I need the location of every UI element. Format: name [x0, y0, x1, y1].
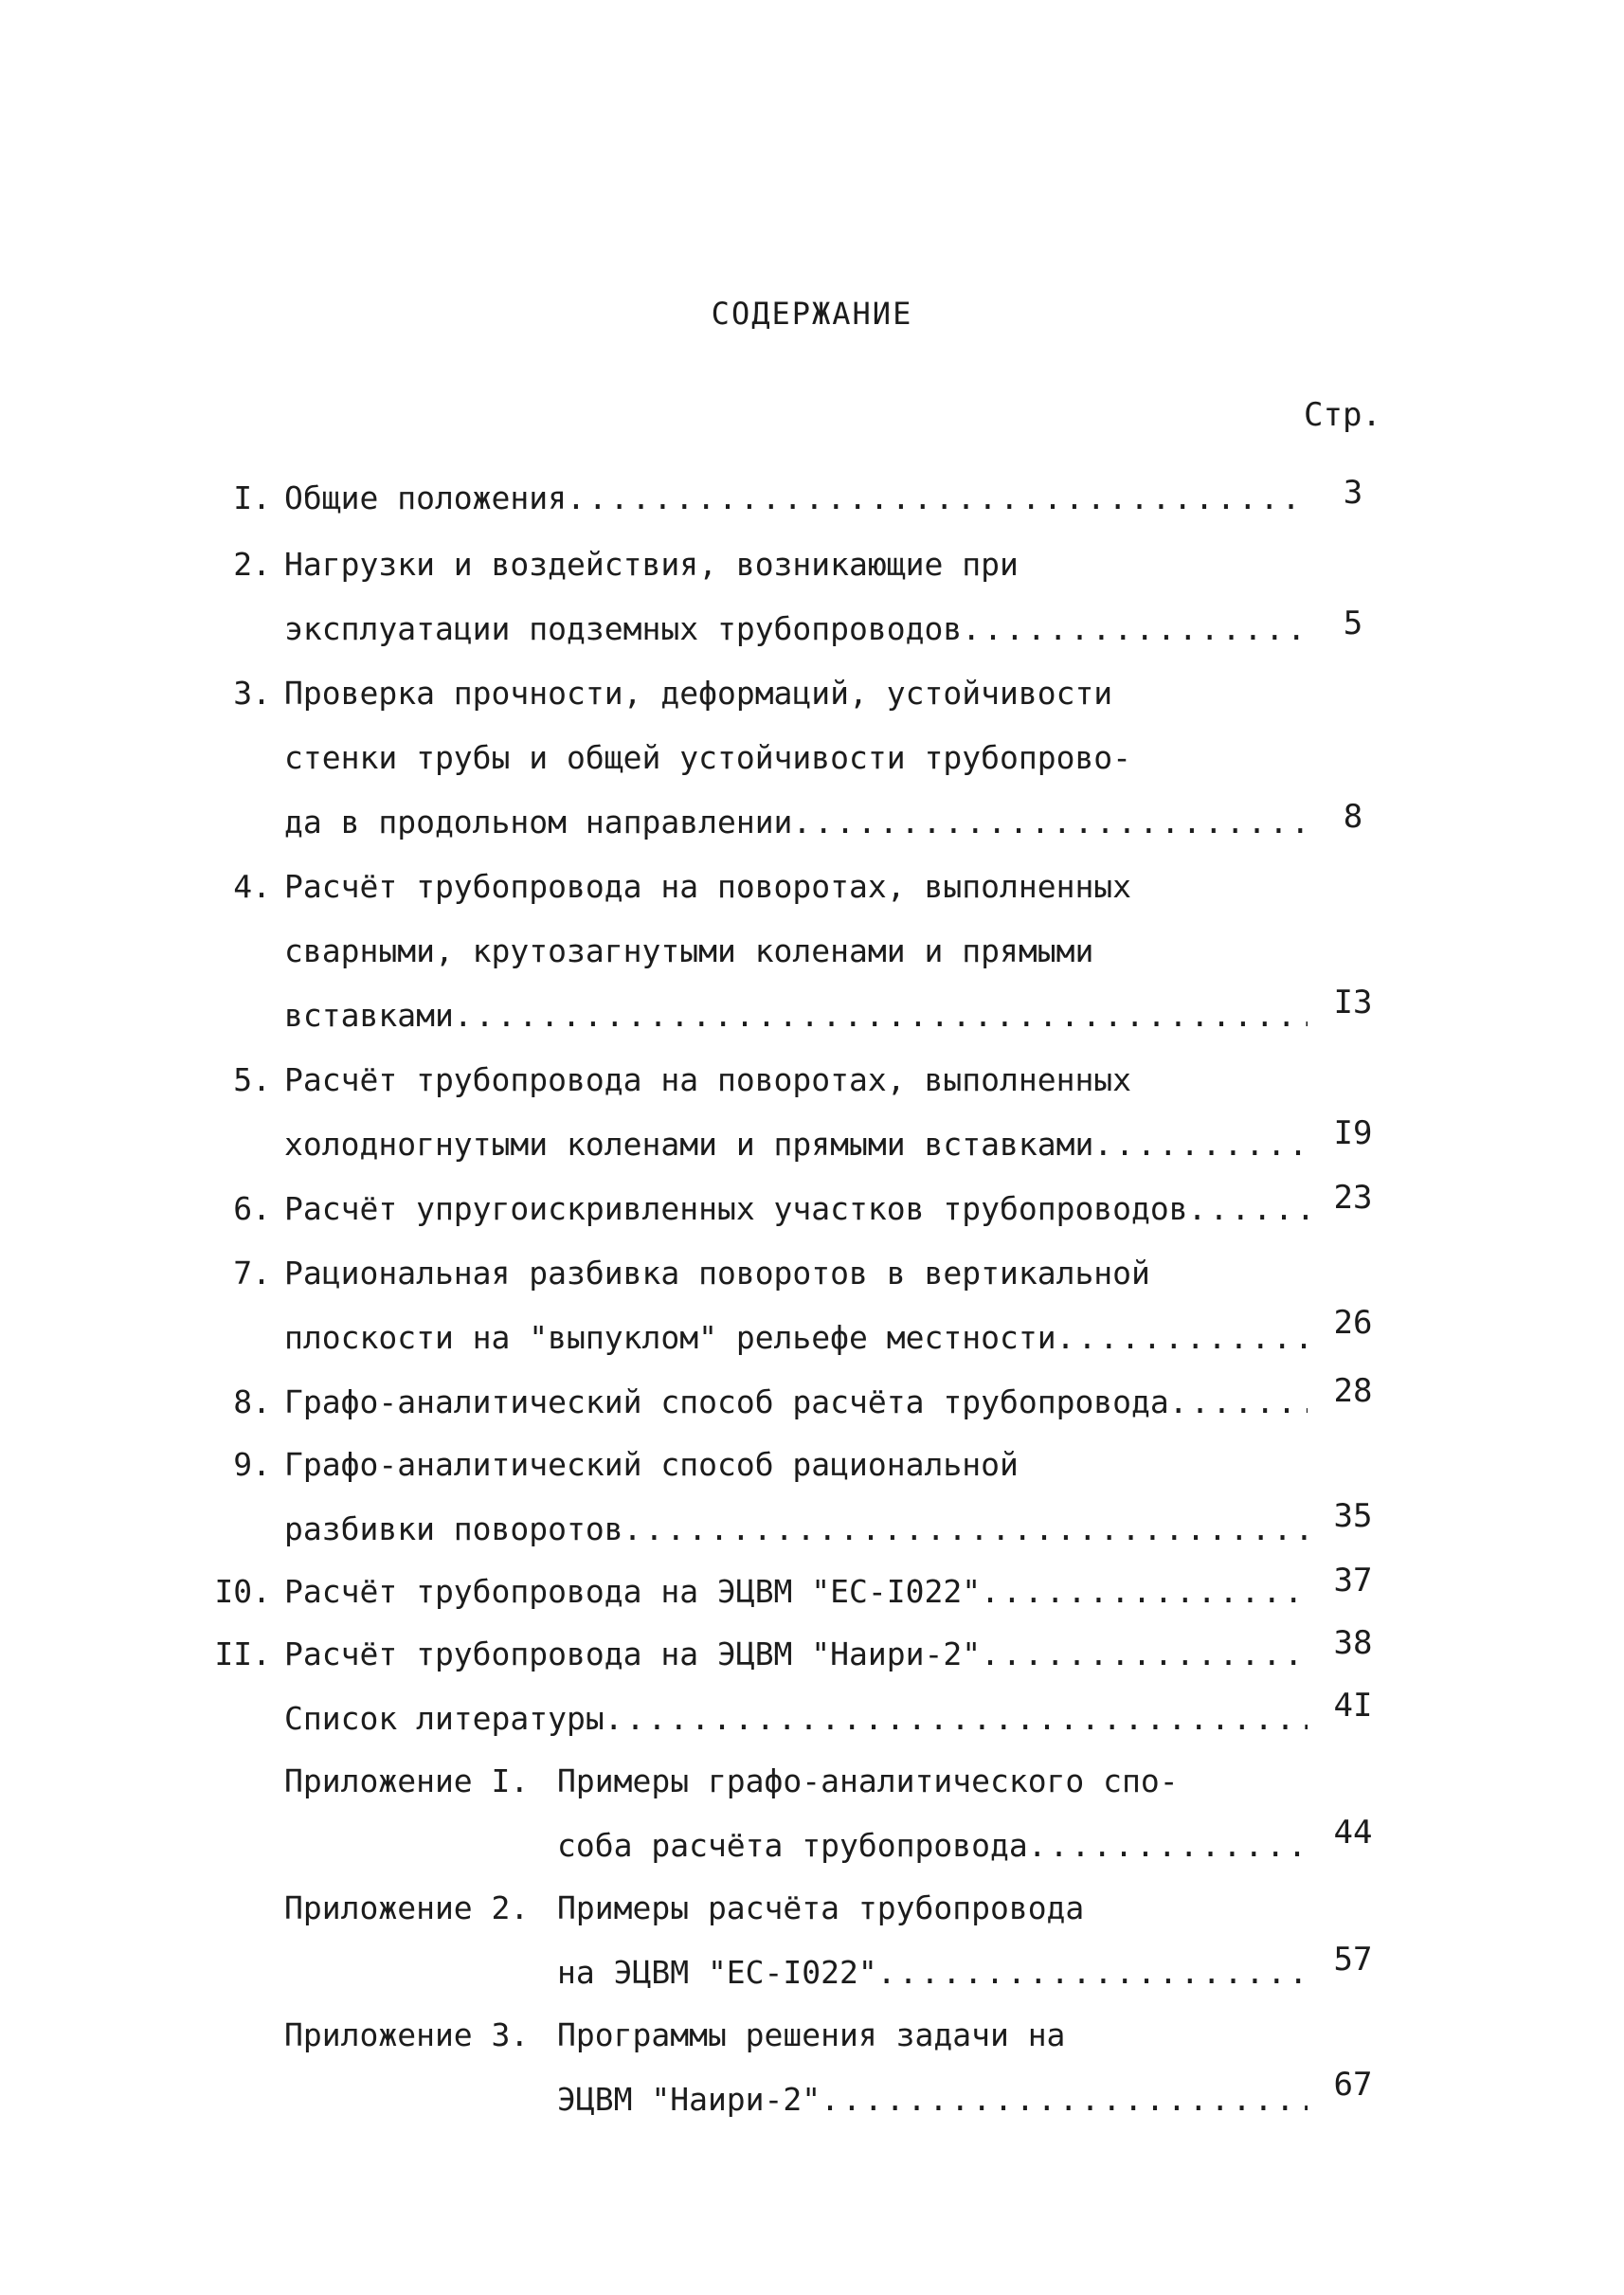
leader-dots — [623, 1503, 1308, 1556]
toc-entry-number: 9. — [233, 1446, 271, 1483]
toc-entry-title-cont: эксплуатации подземных трубопроводов — [284, 610, 963, 647]
toc-entry-title: Общие положения — [284, 479, 568, 516]
toc-entry-title: Расчёт трубопровода на поворотах, выполненных — [284, 868, 1132, 905]
toc-entry-title-cont: холодногнутыми коленами и прямыми вставками — [284, 1126, 1094, 1163]
toc-entry-line — [284, 472, 1308, 525]
toc-entry-line — [284, 1376, 1308, 1429]
toc-entry-line — [284, 1692, 1308, 1745]
toc-entry-page: 5 — [1343, 605, 1363, 642]
leader-dots — [792, 796, 1308, 849]
toc-entry-title-cont: плоскости на "выпуклом" рельефе местности — [284, 1319, 1056, 1356]
toc-entry-line — [284, 989, 1308, 1042]
toc-entry-page: 37 — [1333, 1562, 1373, 1599]
toc-entry-page: 8 — [1343, 798, 1363, 836]
toc-entry-title-cont: вставками — [284, 997, 454, 1034]
toc-entry-title-cont: на ЭЦВМ "ЕС-I022" — [557, 1954, 877, 1991]
toc-entry-line — [284, 1118, 1308, 1171]
toc-entry-line — [557, 1819, 1308, 1872]
toc-entry-line — [284, 1628, 1308, 1681]
toc-entry-line — [284, 603, 1308, 656]
toc-entry-number: 7. — [233, 1255, 271, 1292]
toc-entry-title-cont: соба расчёта трубопровода — [557, 1827, 1028, 1864]
leader-dots — [962, 603, 1308, 656]
toc-entry-title: Программы решения задачи на — [557, 2016, 1066, 2053]
toc-entry-number: 3. — [233, 675, 271, 712]
toc-entry-number: 5. — [233, 1061, 271, 1098]
toc-entry-page: 57 — [1333, 1941, 1373, 1979]
toc-entry-page: 28 — [1333, 1372, 1373, 1410]
toc-entry-number: I. — [233, 479, 271, 516]
toc-entry-line — [284, 1565, 1308, 1618]
toc-entry-title: Графо-аналитический способ расчёта трубопровода — [284, 1383, 1169, 1420]
leader-dots — [877, 1946, 1308, 1999]
toc-entry-page: I3 — [1333, 984, 1373, 1021]
toc-entry-page: 4I — [1333, 1687, 1373, 1725]
appendix-label: Приложение 2. — [284, 1889, 530, 1926]
appendix-label: Приложение I. — [284, 1762, 530, 1799]
toc-entry-page: 38 — [1333, 1624, 1373, 1662]
toc-entry-number: 4. — [233, 868, 271, 905]
leader-dots — [1028, 1819, 1308, 1872]
toc-entry-title-cont: да в продольном направлении — [284, 804, 793, 840]
leader-dots — [1093, 1118, 1308, 1171]
toc-entry-title: Рациональная разбивка поворотов в вертикальной — [284, 1255, 1150, 1292]
toc-entry-page: 35 — [1333, 1497, 1373, 1535]
toc-entry-line — [284, 1311, 1308, 1364]
toc-entry-page: 67 — [1333, 2066, 1373, 2104]
toc-entry-title: Нагрузки и воздействия, возникающие при — [284, 546, 1019, 583]
toc-entry-page: 23 — [1333, 1179, 1373, 1217]
toc-entry-page: 44 — [1333, 1814, 1373, 1852]
toc-entry-line — [284, 796, 1308, 849]
toc-entry-page: 3 — [1343, 474, 1363, 512]
toc-entry-number: II. — [214, 1635, 271, 1672]
leader-dots — [821, 2073, 1308, 2126]
leader-dots — [1056, 1311, 1308, 1364]
toc-entry-number: 8. — [233, 1383, 271, 1420]
toc-entry-title-cont: ЭЦВМ "Наири-2" — [557, 2081, 821, 2118]
leader-dots — [567, 472, 1308, 525]
toc-entry-line — [557, 1946, 1308, 1999]
toc-entry-title: Расчёт трубопровода на ЭЦВМ "Наири-2" — [284, 1635, 982, 1672]
toc-entry-title: Список литературы — [284, 1700, 604, 1737]
leader-dots — [1169, 1376, 1308, 1429]
toc-entry-title: Расчёт трубопровода на ЭЦВМ "ЕС-I022" — [284, 1573, 982, 1610]
appendix-label: Приложение 3. — [284, 2016, 530, 2053]
page-title: СОДЕРЖАНИЕ — [711, 296, 913, 332]
toc-entry-line — [557, 2073, 1308, 2126]
leader-dots — [1188, 1183, 1308, 1236]
toc-entry-title: Расчёт трубопровода на поворотах, выполненных — [284, 1061, 1132, 1098]
page-column-label: Стр. — [1304, 396, 1381, 434]
toc-entry-title: Примеры расчёта трубопровода — [557, 1889, 1085, 1926]
toc-entry-page: 26 — [1333, 1304, 1373, 1342]
toc-entry-title-cont: разбивки поворотов — [284, 1510, 623, 1547]
toc-entry-title-cont: стенки трубы и общей устойчивости трубопрово- — [284, 739, 1132, 776]
toc-entry-title: Графо-аналитический способ рациональной — [284, 1446, 1019, 1483]
toc-entry-number: 6. — [233, 1190, 271, 1227]
toc-entry-title-cont: сварными, крутозагнутыми коленами и прямыми — [284, 932, 1094, 969]
toc-entry-line — [284, 1503, 1308, 1556]
leader-dots — [604, 1692, 1308, 1745]
toc-entry-title: Проверка прочности, деформаций, устойчивости — [284, 675, 1113, 712]
toc-entry-line — [284, 1183, 1308, 1236]
toc-entry-title: Расчёт упругоискривленных участков трубопроводов — [284, 1190, 1188, 1227]
toc-entry-title: Примеры графо-аналитического спо- — [557, 1762, 1179, 1799]
leader-dots — [981, 1628, 1308, 1681]
leader-dots — [454, 989, 1308, 1042]
toc-entry-number: I0. — [214, 1573, 271, 1610]
toc-entry-page: I9 — [1333, 1114, 1373, 1152]
leader-dots — [981, 1565, 1308, 1618]
toc-entry-number: 2. — [233, 546, 271, 583]
